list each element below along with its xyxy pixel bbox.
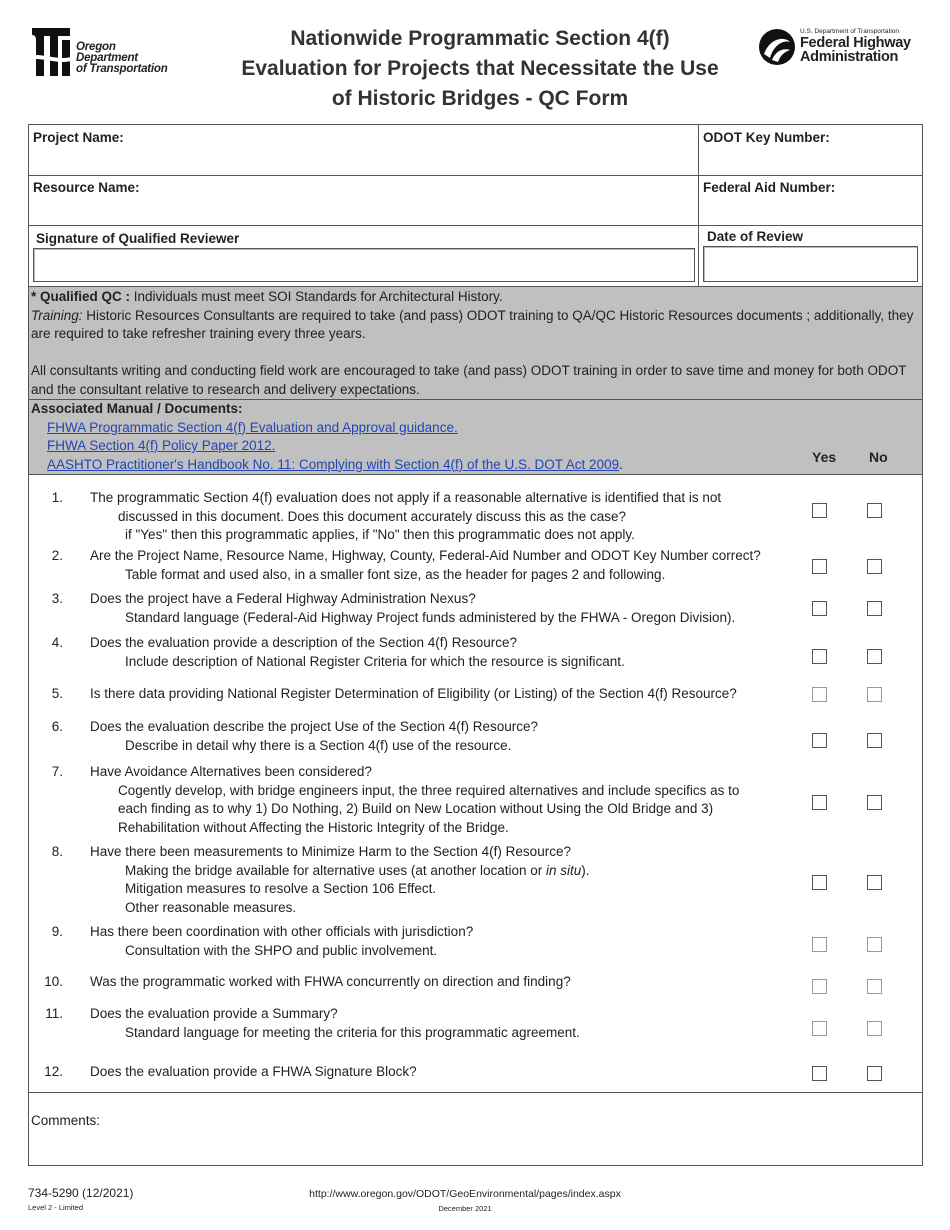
question-number: 12. (44, 1064, 63, 1079)
signature-label: Signature of Qualified Reviewer (36, 231, 240, 246)
fhwa-logo (758, 26, 928, 70)
question-1-yes-checkbox[interactable] (812, 503, 827, 518)
link-fhwa-guidance[interactable]: FHWA Programmatic Section 4(f) Evaluation and Approval guidance. (47, 419, 458, 435)
question-text (90, 590, 810, 627)
training-text: Training: Historic Resources Consultants are required to take (and pass) ODOT training to QA/QC Historic Resources documents ; additionally, they are required to take refresher training every three years. (31, 307, 914, 341)
question-detail-text: each finding as to why 1) Do Nothing, 2) Build on New Location without Using the Old Bridge and 3) (118, 801, 714, 816)
question-main-text: Is there data providing National Register Determination of Eligibility (or Listing) of the Section 4(f) Resource? (90, 686, 737, 701)
question-8-yes-checkbox[interactable] (812, 875, 827, 890)
question-detail-text: Mitigation measures to resolve a Section 106 Effect. (125, 881, 437, 896)
qc-form (28, 124, 923, 1166)
question-main-text: Does the evaluation provide a Summary? (90, 1006, 338, 1021)
signature-field[interactable] (33, 248, 695, 282)
qualified-qc-text: * Qualified QC : Individuals must meet SOI Standards for Architectural History. (31, 289, 503, 304)
question-text (90, 1005, 810, 1042)
question-main-text: Does the evaluation provide a FHWA Signature Block? (90, 1064, 417, 1079)
field-divider (698, 125, 699, 287)
question-main-text: Have there been measurements to Minimize Harm to the Section 4(f) Resource? (90, 844, 571, 859)
question-7-no-checkbox[interactable] (867, 795, 882, 810)
question-detail-text: Making the bridge available for alternative uses (at another location or in situ). (125, 862, 590, 878)
question-number: 5. (51, 686, 63, 701)
comments-area[interactable] (29, 1092, 922, 1166)
question-text (90, 923, 810, 960)
footer-level: Level 2 - Limited (28, 1203, 84, 1212)
qc-info-panel (29, 287, 922, 400)
question-number: 4. (51, 635, 63, 650)
date-review-label: Date of Review (707, 229, 804, 244)
odot-logo (30, 26, 200, 78)
yes-column-header: Yes (812, 449, 837, 465)
question-detail-text: discussed in this document. Does this document accurately discuss this as the case? (118, 508, 627, 524)
fhwa-dept-text: U.S. Department of Transportation (800, 28, 899, 35)
consultants-text: All consultants writing and conducting field work are encouraged to take (and pass) ODOT training in order to save time and money for both ODOT and the consultant relative to research and delivery expectations. (31, 363, 907, 397)
question-text (90, 718, 810, 755)
footer-form-number: 734-5290 (12/2021) Level 2 - Limited (28, 1186, 134, 1212)
question-detail-text: if "Yes" then this programmatic applies, if "No" then this programmatic does not apply. (125, 527, 635, 542)
question-11-no-checkbox[interactable] (867, 1021, 882, 1036)
link-fhwa-policy-paper[interactable]: FHWA Section 4(f) Policy Paper 2012. (47, 438, 276, 453)
question-number: 3. (51, 591, 63, 606)
question-2-no-checkbox[interactable] (867, 559, 882, 574)
question-text (90, 1063, 810, 1082)
question-6-no-checkbox[interactable] (867, 733, 882, 748)
question-text (90, 489, 810, 545)
question-main-text: Have Avoidance Alternatives been considered? (90, 764, 372, 779)
question-text (90, 763, 810, 837)
question-text (90, 634, 810, 671)
question-9-no-checkbox[interactable] (867, 937, 882, 952)
footer-url: http://www.oregon.gov/ODOT/GeoEnvironmental/pages/index.aspx December 2021 (290, 1188, 640, 1213)
resource-name-label: Resource Name: (33, 180, 140, 195)
question-text (90, 685, 810, 704)
question-number: 10. (44, 974, 63, 989)
question-7-yes-checkbox[interactable] (812, 795, 827, 810)
question-2-yes-checkbox[interactable] (812, 559, 827, 574)
question-detail-text: Standard language for meeting the criteria for this programmatic agreement. (125, 1024, 580, 1040)
question-3-no-checkbox[interactable] (867, 601, 882, 616)
question-11-yes-checkbox[interactable] (812, 1021, 827, 1036)
question-5-no-checkbox[interactable] (867, 687, 882, 702)
link-aashto-handbook[interactable]: AASHTO Practitioner's Handbook No. 11: Complying with Section 4(f) of the U.S. DOT Act 2009 (47, 456, 620, 472)
question-main-text: The programmatic Section 4(f) evaluation does not apply if a reasonable alternative is identified that is not (90, 490, 722, 505)
question-12-yes-checkbox[interactable] (812, 1066, 827, 1081)
question-detail-text: Describe in detail why there is a Section 4(f) use of the resource. (125, 737, 512, 753)
comments-label: Comments: (31, 1113, 101, 1128)
question-detail-text: Other reasonable measures. (125, 899, 297, 915)
fhwa-logo-icon (758, 28, 796, 66)
question-8-no-checkbox[interactable] (867, 875, 882, 890)
page-header (0, 0, 950, 122)
question-main-text: Was the programmatic worked with FHWA concurrently on direction and finding? (90, 974, 571, 989)
question-9-yes-checkbox[interactable] (812, 937, 827, 952)
question-number: 6. (51, 719, 63, 734)
question-detail-text: Standard language (Federal-Aid Highway Project funds administered by the FHWA - Oregon Division). (125, 609, 736, 625)
question-6-yes-checkbox[interactable] (812, 733, 827, 748)
federal-aid-label: Federal Aid Number: (703, 180, 836, 195)
question-text (90, 973, 810, 992)
odot-logo-text: Oregon Department of Transportation (76, 41, 168, 75)
question-detail-text: Cogently develop, with bridge engineers input, the three required alternatives and include specifics as to (118, 782, 740, 798)
question-number: 8. (51, 844, 63, 859)
question-4-no-checkbox[interactable] (867, 649, 882, 664)
question-5-yes-checkbox[interactable] (812, 687, 827, 702)
question-text (90, 547, 810, 584)
question-number: 7. (51, 764, 63, 779)
question-number: 9. (51, 924, 63, 939)
footer-date: December 2021 (438, 1204, 492, 1213)
question-main-text: Does the evaluation describe the project Use of the Section 4(f) Resource? (90, 719, 538, 734)
project-name-label: Project Name: (33, 130, 124, 145)
fhwa-name-text: Federal Highway Administration (800, 35, 911, 65)
question-number: 2. (51, 548, 63, 563)
date-review-field[interactable] (703, 246, 918, 282)
question-1-no-checkbox[interactable] (867, 503, 882, 518)
question-4-yes-checkbox[interactable] (812, 649, 827, 664)
question-main-text: Does the evaluation provide a description of the Section 4(f) Resource? (90, 635, 517, 650)
manual-heading: Associated Manual / Documents: (31, 401, 243, 416)
question-main-text: Has there been coordination with other officials with jurisdiction? (90, 924, 474, 939)
no-column-header: No (869, 449, 888, 465)
question-10-no-checkbox[interactable] (867, 979, 882, 994)
question-detail-text: Table format and used also, in a smaller font size, as the header for pages 2 and following. (125, 566, 666, 582)
question-3-yes-checkbox[interactable] (812, 601, 827, 616)
question-detail-text: Include description of National Register Criteria for which the resource is significant. (125, 653, 625, 669)
question-detail-text: Consultation with the SHPO and public involvement. (125, 942, 438, 958)
page-title: Nationwide Programmatic Section 4(f) Evaluation for Projects that Necessitate the Use of Historic Bridges - QC Form (241, 27, 719, 110)
question-number: 1. (51, 490, 63, 505)
question-main-text: Does the project have a Federal Highway Administration Nexus? (90, 591, 476, 606)
manual-panel: Associated Manual / Documents: FHWA Programmatic Section 4(f) Evaluation and Approval guidance. FHWA Section 4(f) Policy Paper 2012. AASHTO Practitioner's Handbook No. 11: Complying with Section 4(f) of the U.S. DOT Act 2009. (29, 400, 922, 475)
question-12-no-checkbox[interactable] (867, 1066, 882, 1081)
question-10-yes-checkbox[interactable] (812, 979, 827, 994)
question-text (90, 843, 810, 917)
question-main-text: Are the Project Name, Resource Name, Highway, County, Federal-Aid Number and ODOT Key Number correct? (90, 548, 761, 563)
question-number: 11. (45, 1006, 63, 1021)
odot-key-label: ODOT Key Number: (703, 130, 830, 145)
question-detail-text: Rehabilitation without Affecting the Historic Integrity of the Bridge. (118, 819, 509, 835)
odot-logo-icon (30, 26, 74, 78)
